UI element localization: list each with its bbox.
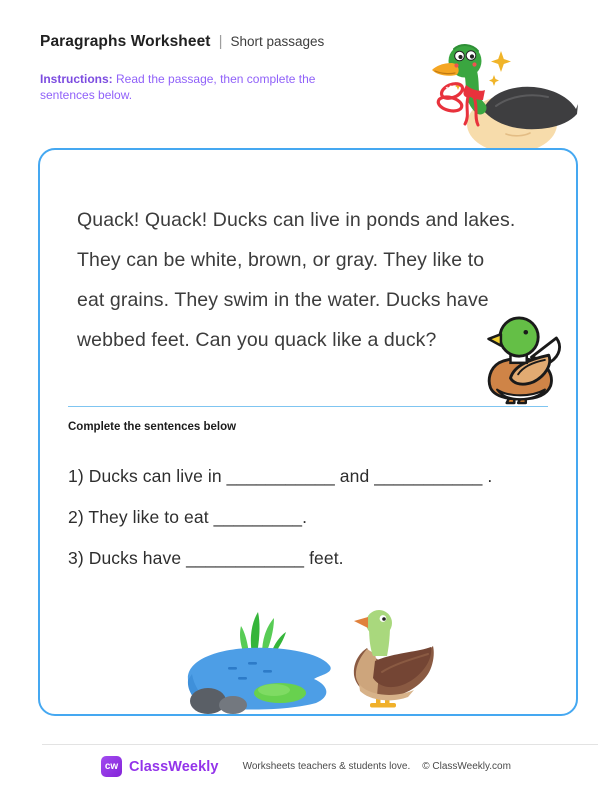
footer-copyright: © ClassWeekly.com: [422, 761, 511, 772]
instructions: [40, 71, 340, 103]
passage-line: webbed feet. Can you quack like a duck?: [77, 329, 437, 351]
sparkle-icon: [491, 51, 511, 72]
page-title: Paragraphs Worksheet: [40, 33, 211, 50]
sentence-1: 1) Ducks can live in ___________ and ___________ .: [68, 466, 493, 486]
passage-line: Quack! Quack! Ducks can live in ponds and lakes.: [77, 209, 516, 231]
sparkle-icon: [489, 75, 499, 86]
header: [40, 33, 340, 103]
classweekly-logo: [101, 756, 219, 777]
sentence-3: 3) Ducks have ____________ feet.: [68, 548, 344, 568]
passage-line: eat grains. They swim in the water. Ducks have: [77, 289, 489, 311]
title-row: [40, 33, 340, 51]
instructions-label: Instructions:: [40, 72, 113, 86]
duck-with-bow-illustration: [428, 30, 578, 162]
passage-line: They can be white, brown, or gray. They like to: [77, 249, 485, 271]
title-separator: |: [218, 33, 223, 50]
footer-tagline: Worksheets teachers & students love.: [242, 761, 411, 772]
pond-and-duck-illustration: [170, 604, 462, 714]
exercise-heading: Complete the sentences below: [68, 421, 237, 433]
sentence-2: 2) They like to eat _________.: [68, 507, 308, 527]
section-divider: [68, 406, 548, 407]
footer: [0, 756, 612, 777]
passage-box: [38, 148, 578, 716]
page-subtitle: Short passages: [230, 34, 325, 49]
footer-divider: [42, 744, 598, 745]
logo-text: ClassWeekly: [129, 758, 219, 775]
instructions-text: Read the passage, then complete the sentences below.: [40, 72, 316, 102]
small-duck-illustration: [478, 312, 564, 406]
sentence-list: [68, 463, 558, 586]
cw-logo-icon: cw: [101, 756, 122, 777]
